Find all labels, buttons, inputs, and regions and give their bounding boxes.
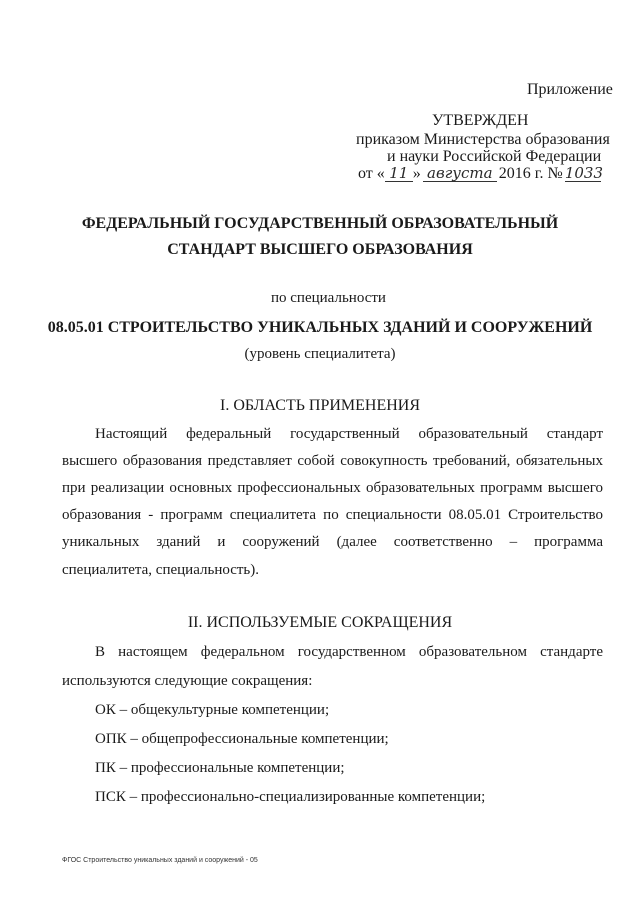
- section-2-heading: II. ИСПОЛЬЗУЕМЫЕ СОКРАЩЕНИЯ: [187, 614, 453, 631]
- title-line-1: ФЕДЕРАЛЬНЫЙ ГОСУДАРСТВЕННЫЙ ОБРАЗОВАТЕЛЬНЫЙ: [81, 215, 559, 232]
- abbreviation-item: ПСК – профессионально-специализированные компетенции;: [95, 789, 486, 805]
- level-label: (уровень специалитета): [244, 346, 396, 362]
- section-1-line-1: Настоящий федеральный государственный образовательный стандарт: [95, 426, 603, 442]
- order-line-1: приказом Министерства образования: [356, 131, 610, 148]
- approved-label: УТВЕРЖДЕН: [432, 112, 529, 129]
- section-2-intro-line-2: используются следующие сокращения:: [62, 673, 313, 689]
- abbreviation-item: ПК – профессиональные компетенции;: [95, 760, 345, 776]
- date-mid: »: [412, 165, 421, 182]
- section-1-line-5: уникальных зданий и сооружений (далее соответственно – программа: [62, 534, 603, 550]
- date-year: 2016 г. №: [498, 165, 563, 182]
- order-line-2: и науки Российской Федерации: [387, 148, 602, 165]
- date-prefix: от «: [358, 165, 385, 182]
- date-day: 11: [385, 165, 413, 182]
- section-1-line-3: при реализации основных профессиональных образовательных программ высшего: [62, 480, 603, 496]
- by-specialty-label: по специальности: [271, 290, 386, 306]
- section-1-heading: I. ОБЛАСТЬ ПРИМЕНЕНИЯ: [219, 397, 421, 414]
- date-month: августа: [423, 165, 497, 182]
- order-number: 1033: [564, 164, 603, 182]
- order-date-line: [358, 164, 601, 183]
- abbreviation-item: ОК – общекультурные компетенции;: [95, 702, 330, 718]
- section-2-intro-line-1: В настоящем федеральном государственном образовательном стандарте: [95, 644, 603, 660]
- section-1-line-2: высшего образования представляет собой совокупность требований, обязательных: [62, 453, 603, 469]
- page-footer: ФГОС Строительство уникальных зданий и сооружений - 05: [62, 857, 258, 864]
- section-1-line-4: образования - программ специалитета по специальности 08.05.01 Строительство: [62, 507, 603, 523]
- title-line-2: СТАНДАРТ ВЫСШЕГО ОБРАЗОВАНИЯ: [167, 241, 473, 258]
- abbreviation-item: ОПК – общепрофессиональные компетенции;: [95, 731, 389, 747]
- specialty-title: 08.05.01 СТРОИТЕЛЬСТВО УНИКАЛЬНЫХ ЗДАНИЙ И СООРУЖЕНИЙ: [47, 319, 593, 336]
- appendix-label: Приложение: [527, 81, 613, 98]
- section-1-line-6: специалитета, специальность).: [62, 562, 260, 578]
